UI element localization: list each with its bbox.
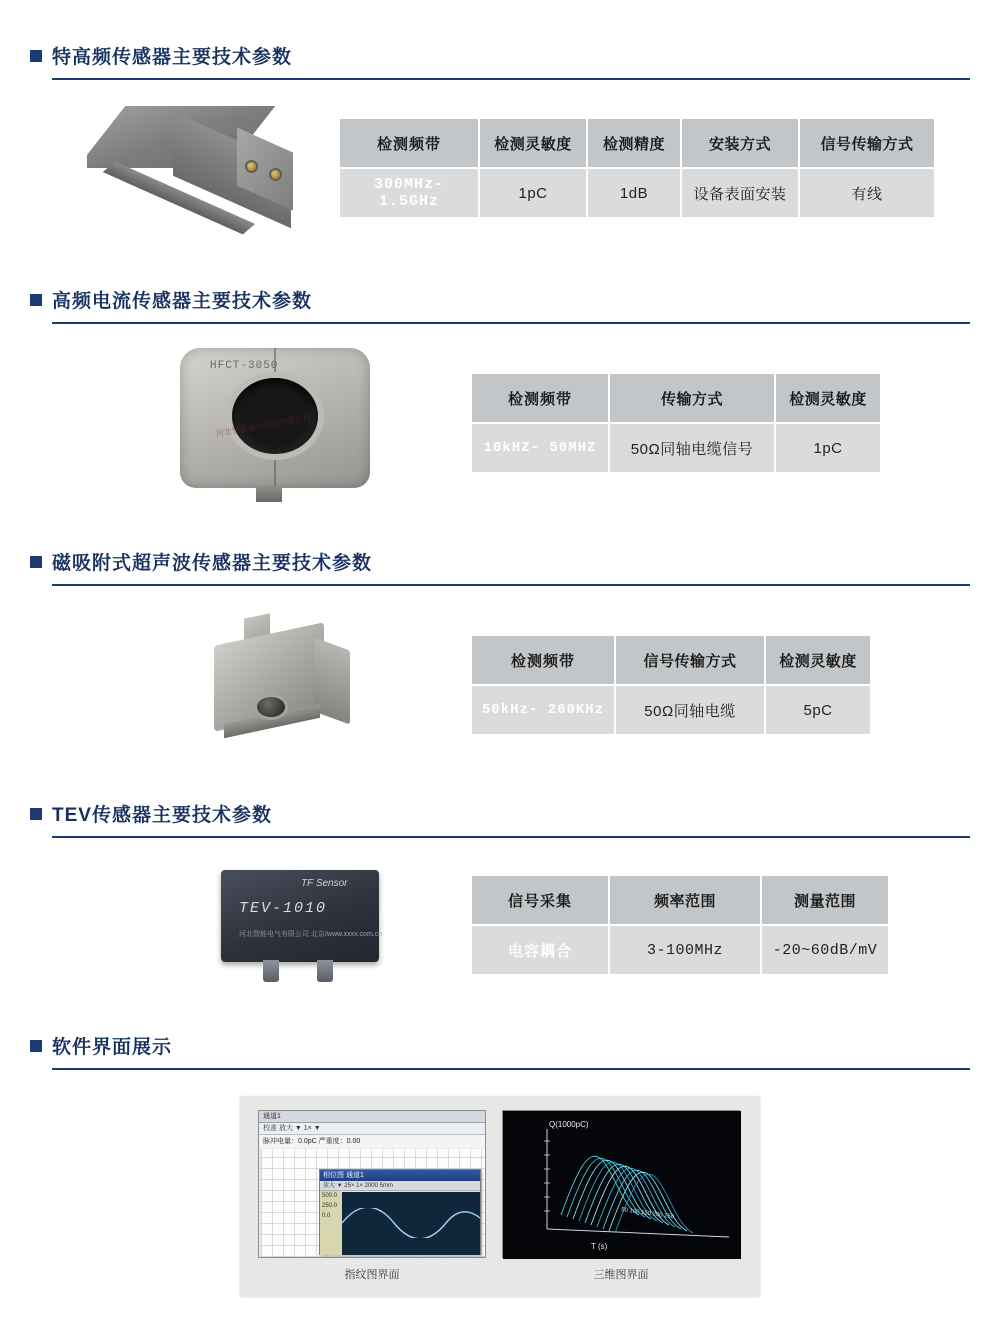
sine-wave-icon (342, 1208, 480, 1238)
tev-pin-icon (317, 960, 333, 982)
section-tev (0, 760, 1000, 990)
tev-table-cell (470, 874, 890, 976)
table-header-cell: 信号采集 (472, 876, 608, 924)
section-heading-software (0, 1032, 1000, 1059)
hfct-model-label: HFCT-3050 (210, 360, 279, 372)
table-header-cell: 测量范围 (762, 876, 888, 924)
section-divider (52, 322, 970, 324)
section-ultrasonic (0, 508, 1000, 760)
table-cell: 5pC (766, 686, 870, 734)
section-divider (52, 78, 970, 80)
hfct-image-cell (80, 338, 470, 508)
hfct-row (0, 338, 1000, 508)
section-title: 特高频传感器主要技术参数 (52, 47, 293, 68)
software-ui-photo (240, 1096, 760, 1296)
table-cell: 1pC (776, 424, 880, 472)
left-panel-toolbar: 校准 放大 ▼ 1× ▼ (259, 1123, 485, 1135)
table-header-cell: 检测频带 (472, 374, 608, 422)
table-header-cell: 安装方式 (682, 119, 798, 167)
ultrasonic-image-cell (90, 610, 470, 760)
tev-model-label: TEV-1010 (239, 900, 328, 917)
software-image-cell (0, 1096, 1000, 1296)
table-cell: 50kHz- 260KHz (472, 686, 614, 734)
table-cell: 50Ω同轴电缆信号 (610, 424, 774, 472)
left-panel-titlebar: 通道1 (259, 1111, 485, 1123)
table-header-cell: 检测灵敏度 (766, 636, 870, 684)
section-title: 软件界面展示 (52, 1037, 173, 1058)
three-d-prpd-plot (503, 1111, 741, 1259)
phase-dialog (319, 1169, 481, 1255)
axis-tick-label: 0.0 (322, 1213, 331, 1219)
table-cell: -20~60dB/mV (762, 926, 888, 974)
software-caption-left: 指纹图界面 (344, 1269, 400, 1281)
section-title: 高频电流传感器主要技术参数 (52, 291, 313, 312)
table-cell: 10kHZ- 50MHZ (472, 424, 608, 472)
axis-tick-label: 250.0 (322, 1203, 338, 1209)
software-left-panel (258, 1110, 486, 1258)
phase-dialog-titlebar: 相位图 通道1 (320, 1170, 480, 1181)
square-bullet-icon (30, 50, 42, 62)
table-cell: 300MHz-1.5GHz (340, 169, 478, 217)
tev-company-label: 河北智能电气有限公司 北京/www.xxxx.com.cn (239, 931, 383, 938)
phase-dialog-toolbar: 放大 ▼ 25× 1× 2000 5mm (320, 1181, 480, 1191)
tev-brand-label: TF Sensor (301, 878, 348, 889)
uhf-image-cell (66, 98, 338, 238)
table-row (472, 686, 870, 734)
table-cell: 有线 (800, 169, 934, 217)
square-bullet-icon (30, 808, 42, 820)
ultrasonic-spec-table (470, 634, 872, 736)
section-heading-tev (0, 800, 1000, 827)
table-cell: 50Ω同轴电缆 (616, 686, 764, 734)
table-row (472, 424, 880, 472)
svg-text:T (s): T (s) (591, 1242, 608, 1251)
section-software (0, 990, 1000, 1296)
table-row (340, 169, 934, 217)
uhf-connector-icon (269, 168, 282, 181)
tev-sensor-photo (205, 860, 395, 990)
software-caption-right: 三维图界面 (593, 1269, 649, 1281)
section-heading-uhf (0, 42, 1000, 69)
hfct-spec-table (470, 372, 882, 474)
section-title: 磁吸附式超声波传感器主要技术参数 (52, 553, 373, 574)
hfct-sensor-photo (170, 338, 380, 508)
uhf-table-cell (338, 117, 936, 219)
ultrasonic-row (0, 610, 1000, 760)
section-divider (52, 1068, 970, 1070)
section-hfct (0, 238, 1000, 508)
software-right-panel (502, 1110, 740, 1258)
ultrasonic-table-cell (470, 634, 872, 736)
uhf-connector-icon (245, 160, 258, 173)
svg-text:Q(1000pC): Q(1000pC) (549, 1120, 589, 1129)
axis-tick-label: 500.0 (322, 1193, 338, 1199)
table-header-cell: 检测频带 (340, 119, 478, 167)
uhf-sensor-photo (87, 98, 317, 238)
uhf-spec-table (338, 117, 936, 219)
hfct-table-cell (470, 372, 882, 474)
left-panel-status-row: 脉冲电量：0.0pC 严重度：0.00 (259, 1135, 485, 1148)
table-row (472, 926, 888, 974)
svg-text:50 100 150 200 250: 50 100 150 200 250 (620, 1207, 675, 1221)
square-bullet-icon (30, 294, 42, 306)
square-bullet-icon (30, 556, 42, 568)
table-header-cell: 传输方式 (610, 374, 774, 422)
tev-row (0, 860, 1000, 990)
table-header-cell: 检测频带 (472, 636, 614, 684)
table-header-cell: 检测灵敏度 (776, 374, 880, 422)
hfct-cable-tab (256, 486, 282, 502)
phase-dialog-plot (342, 1192, 480, 1255)
table-cell: 设备表面安装 (682, 169, 798, 217)
table-header-row (472, 876, 888, 924)
table-header-cell: 信号传输方式 (800, 119, 934, 167)
table-header-cell: 频率范围 (610, 876, 760, 924)
section-divider (52, 584, 970, 586)
tev-spec-table (470, 874, 890, 976)
table-header-cell: 检测灵敏度 (480, 119, 586, 167)
table-header-cell: 信号传输方式 (616, 636, 764, 684)
table-header-row (340, 119, 934, 167)
table-cell: 电容耦合 (472, 926, 608, 974)
table-cell: 1pC (480, 169, 586, 217)
table-cell: 3-100MHz (610, 926, 760, 974)
section-heading-hfct (0, 286, 1000, 313)
ultrasonic-sensor-photo (180, 610, 380, 760)
uhf-row (0, 98, 1000, 238)
ultrasonic-probe-icon (254, 694, 288, 720)
square-bullet-icon (30, 1040, 42, 1052)
tev-pin-icon (263, 960, 279, 982)
section-title: TEV传感器主要技术参数 (52, 805, 272, 826)
section-heading-ultrasonic (0, 548, 1000, 575)
section-divider (52, 836, 970, 838)
table-header-row (472, 374, 880, 422)
phase-dialog-axis-labels (320, 1191, 342, 1255)
table-cell: 1dB (588, 169, 680, 217)
tev-image-cell (130, 860, 470, 990)
table-header-cell: 检测精度 (588, 119, 680, 167)
table-header-row (472, 636, 870, 684)
hfct-company-seal: 河北智能电力科技有限公司 (215, 412, 312, 439)
section-uhf (0, 0, 1000, 238)
